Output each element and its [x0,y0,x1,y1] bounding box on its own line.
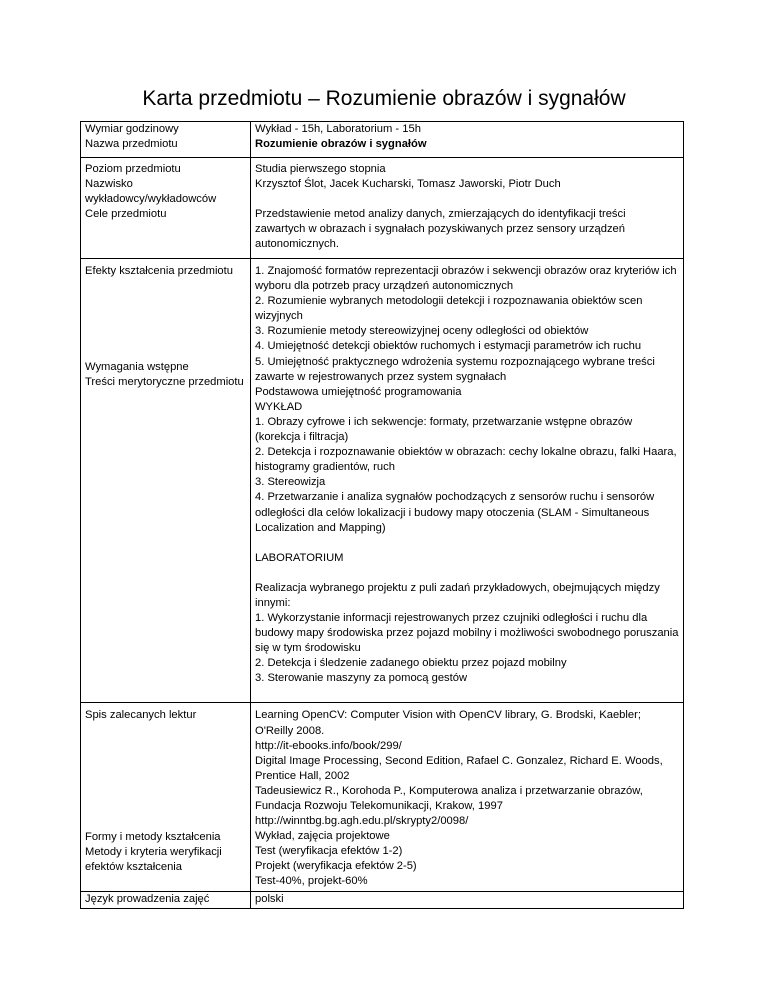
lab-item: 3. Sterowanie maszyny za pomocą gestów [255,672,468,685]
effects-item: 4. Umiejętność detekcji obiektów ruchomych i estymacji parametrów ich ruchu [255,340,642,353]
readings-item: Tadeusiewicz R., Korohoda P., Komputerowa analiza i przetwarzanie obrazów, Fundacja Rozwoju Telekomunikacji, Krakow, 1997 [255,784,643,812]
lecture-item: 4. Przetwarzanie i analiza sygnałów pochodzących z sensorów ruchu i sensorów odległości dla celów lokalizacji i budowy mapy otoczenia (SLAM - Simultaneous Localization and Mapping) [255,491,655,534]
requirements-label: Wymagania wstępne [85,361,189,374]
effects-item: 2. Rozumienie wybranych metodologii detekcji i rozpoznawania obiektów scen wizyjnych [255,295,643,323]
lab-item: 1. Wykorzystanie informacji rejestrowanych przez czujniki odległości i ruchu dla budowy mapy środowiska przez pojazd mobilny i możliwości swobodnego poruszania się w tym środowisku [255,611,679,655]
table-row [81,122,684,158]
hours-value: Wykład - 15h, Laboratorium - 15h [255,123,421,135]
forms-value: Wykład, zajęcia projektowe [255,830,390,843]
language-value: polski [255,892,284,905]
table-row [81,891,684,908]
effects-label: Efekty kształcenia przedmiotu [85,265,233,277]
readings-item: http://it-ebooks.info/book/299/ [255,739,402,752]
verification-item: Test-40%, projekt-60% [255,875,368,888]
lab-item: 2. Detekcja i śledzenie zadanego obiektu przez pojazd mobilny [255,657,567,670]
lecturers-value: Krzysztof Ślot, Jacek Kucharski, Tomasz Jaworski, Piotr Duch [255,178,561,191]
content-label: Treści merytoryczne przedmiotu [85,376,244,389]
table-row [81,259,684,703]
level-label: Poziom przedmiotu [85,163,181,175]
verification-item: Test (weryfikacja efektów 1-2) [255,845,403,858]
effects-item: 3. Rozumienie metody stereowizyjnej oceny odległości od obiektów [255,325,589,338]
effects-item: 5. Umiejętność praktycznego wdrożenia systemu rozpoznającego wybrane treści zawarte w rejestrowanych przez system sygnałach [255,355,655,383]
lecture-item: 3. Stereowizja [255,476,326,489]
lecture-item: 1. Obrazy cyfrowe i ich sekwencje: formaty, przetwarzanie wstępne obrazów (korekcja i filtracja) [255,415,633,444]
effects-item: 1. Znajomość formatów reprezentacji obrazów i sekwencji obrazów oraz kryteriów ich wyboru dla potrzeb pracy urządzeń autonomicznych [255,265,677,293]
lab-intro: Realizacja wybranego projektu z puli zadań przykładowych, obejmujących między innymi: [255,581,660,609]
name-label: Nazwa przedmiotu [85,138,178,151]
readings-item: Learning OpenCV: Computer Vision with OpenCV library, G. Brodski, Kaebler; O'Reilly 2008. [255,709,641,737]
lecture-item: 2. Detekcja i rozpoznawanie obiektów w obrazach: cechy lokalne obrazu, falki Haara, histogramy gradientów, ruch [255,446,677,474]
goals-label: Cele przedmiotu [85,208,167,221]
lecture-heading: WYKŁAD [255,400,303,413]
readings-item: Digital Image Processing, Second Edition, Rafael C. Gonzalez, Richard E. Woods, Prentice Hall, 2002 [255,754,663,782]
goals-value: Przedstawienie metod analizy danych, zmierzających do identyfikacji treści zawartych w obrazach i sygnałach pozyskiwanych przez sensory urządzeń autonomicznych. [255,208,626,251]
course-card-table [80,121,684,909]
name-value: Rozumienie obrazów i sygnałów [255,138,427,151]
verification-label: Metody i kryteria weryfikacji efektów kształcenia [85,845,222,873]
hours-label: Wymiar godzinowy [85,123,179,135]
table-row [81,158,684,259]
requirements-value: Podstawowa umiejętność programowania [255,385,462,398]
table-row [81,703,684,891]
level-value: Studia pierwszego stopnia [255,163,386,175]
forms-label: Formy i metody kształcenia [85,830,221,843]
verification-item: Projekt (weryfikacja efektów 2-5) [255,860,417,873]
readings-label: Spis zalecanych lektur [85,709,197,722]
readings-item: http://winntbg.bg.agh.edu.pl/skrypty2/0098/ [255,815,469,828]
lab-heading: LABORATORIUM [255,551,344,564]
page-title: Karta przedmiotu – Rozumienie obrazów i sygnałów [142,87,626,110]
lecturers-label: Nazwisko wykładowcy/wykładowców [85,178,217,206]
language-label: Język prowadzenia zajęć [85,892,210,905]
